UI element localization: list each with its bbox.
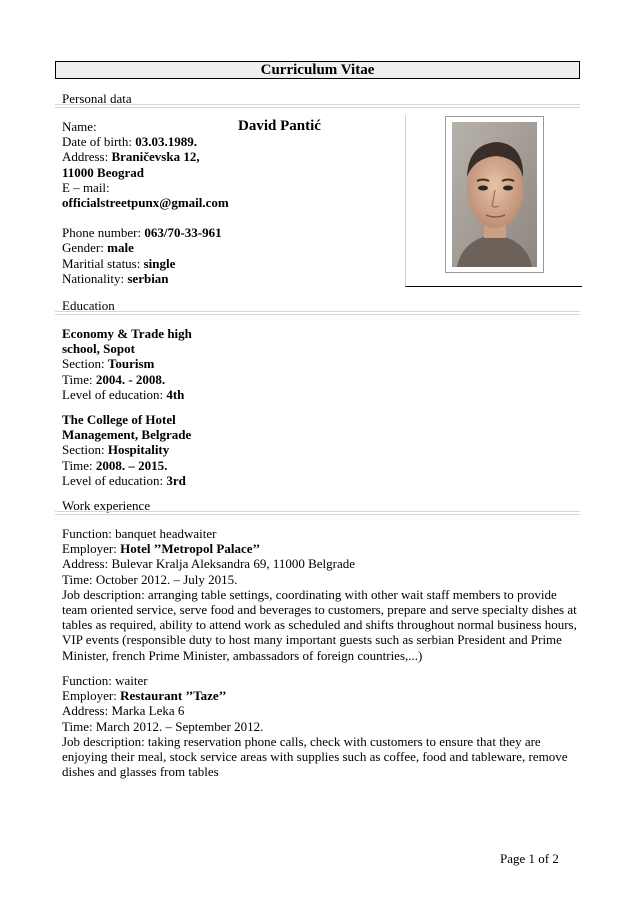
job-function: Function: waiter bbox=[62, 673, 148, 688]
name-label: Name: bbox=[62, 119, 97, 134]
level-row: Level of education: 3rd bbox=[62, 472, 186, 488]
job-function: Function: banquet headwaiter bbox=[62, 526, 217, 541]
job-entry-2 bbox=[62, 673, 582, 779]
education-entry-1: Economy & Trade high school, Sopot Section: Tourism Time: 2004. - 2008. Level of education: 4th bbox=[62, 326, 192, 402]
nationality-row: Nationality: serbian bbox=[62, 270, 169, 286]
email-row bbox=[62, 195, 229, 210]
job-entry-1 bbox=[62, 526, 582, 663]
nationality-value: serbian bbox=[127, 270, 169, 286]
profile-photo bbox=[445, 116, 544, 273]
marital-value: single bbox=[143, 255, 176, 271]
gender-row: Gender: male bbox=[62, 240, 134, 256]
phone-row: Phone number: 063/70-33-961 bbox=[62, 225, 222, 241]
section-row: Section: Hospitality bbox=[62, 442, 170, 458]
section-heading-work: Work experience bbox=[62, 498, 151, 513]
education-entry-2: The College of Hotel Management, Belgrade Section: Hospitality Time: 2008. – 2015. Level of education: 3rd bbox=[62, 412, 192, 488]
personal-details bbox=[62, 119, 229, 286]
email-label: E – mail: bbox=[62, 179, 110, 195]
dob-value: 03.03.1989. bbox=[135, 134, 198, 150]
job-description: Job description: arranging table settings, coordinating with other wait staff members to provide team oriented service, serve food and beverages to customers, prepare and serve specialty dishes at tables as required, ability to attend work as scheduled and shifts throughout normal business hours, VIP events (responsible duty to host many important guests such as serbian President and Prime Minister, french Prime Minister, ambassadors of foreign countries,...) bbox=[62, 586, 577, 663]
section-divider bbox=[55, 104, 580, 108]
section-row: Section: Tourism bbox=[62, 356, 155, 372]
dob-row: Date of birth: 03.03.1989. bbox=[62, 134, 198, 150]
job-employer: Employer: Restaurant ’’Taze’’ bbox=[62, 688, 227, 704]
section-heading-personal: Personal data bbox=[62, 91, 132, 106]
section-heading-education: Education bbox=[62, 298, 115, 313]
job-description: Job description: taking reservation phone calls, check with customers to ensure that they are enjoying their meal, stock service areas with supplies such as coffee, food and tableware, remove dishes and glasses from tables bbox=[62, 733, 568, 780]
document-title: Curriculum Vitae bbox=[55, 61, 580, 79]
time-row: Time: 2004. - 2008. bbox=[62, 371, 166, 387]
gender-value: male bbox=[107, 240, 134, 256]
level-row: Level of education: 4th bbox=[62, 386, 185, 402]
school-name: The College of Hotel bbox=[62, 412, 176, 427]
address-value: Braničevska 12, bbox=[111, 149, 200, 165]
page-number: Page 1 of 2 bbox=[500, 851, 559, 866]
section-divider bbox=[55, 311, 580, 315]
job-time: Time: October 2012. – July 2015. bbox=[62, 571, 238, 587]
address-row: Address: Braničevska 12, bbox=[62, 149, 200, 165]
phone-value: 063/70-33-961 bbox=[144, 225, 222, 241]
person-name: David Pantić bbox=[238, 118, 321, 134]
time-row: Time: 2008. – 2015. bbox=[62, 457, 168, 473]
email-value: officialstreetpunx@gmail.com bbox=[62, 195, 229, 211]
job-address: Address: Bulevar Kralja Aleksandra 69, 11000 Belgrade bbox=[62, 556, 356, 572]
job-time: Time: March 2012. – September 2012. bbox=[62, 718, 264, 734]
marital-row: Maritial status: single bbox=[62, 255, 176, 271]
portrait-image bbox=[452, 122, 537, 267]
job-employer: Employer: Hotel ’’Metropol Palace’’ bbox=[62, 541, 261, 557]
school-name: Economy & Trade high bbox=[62, 326, 192, 341]
address-row-2: 11000 Beograd bbox=[62, 164, 144, 180]
job-address: Address: Marka Leka 6 bbox=[62, 703, 185, 719]
section-divider bbox=[55, 511, 580, 515]
